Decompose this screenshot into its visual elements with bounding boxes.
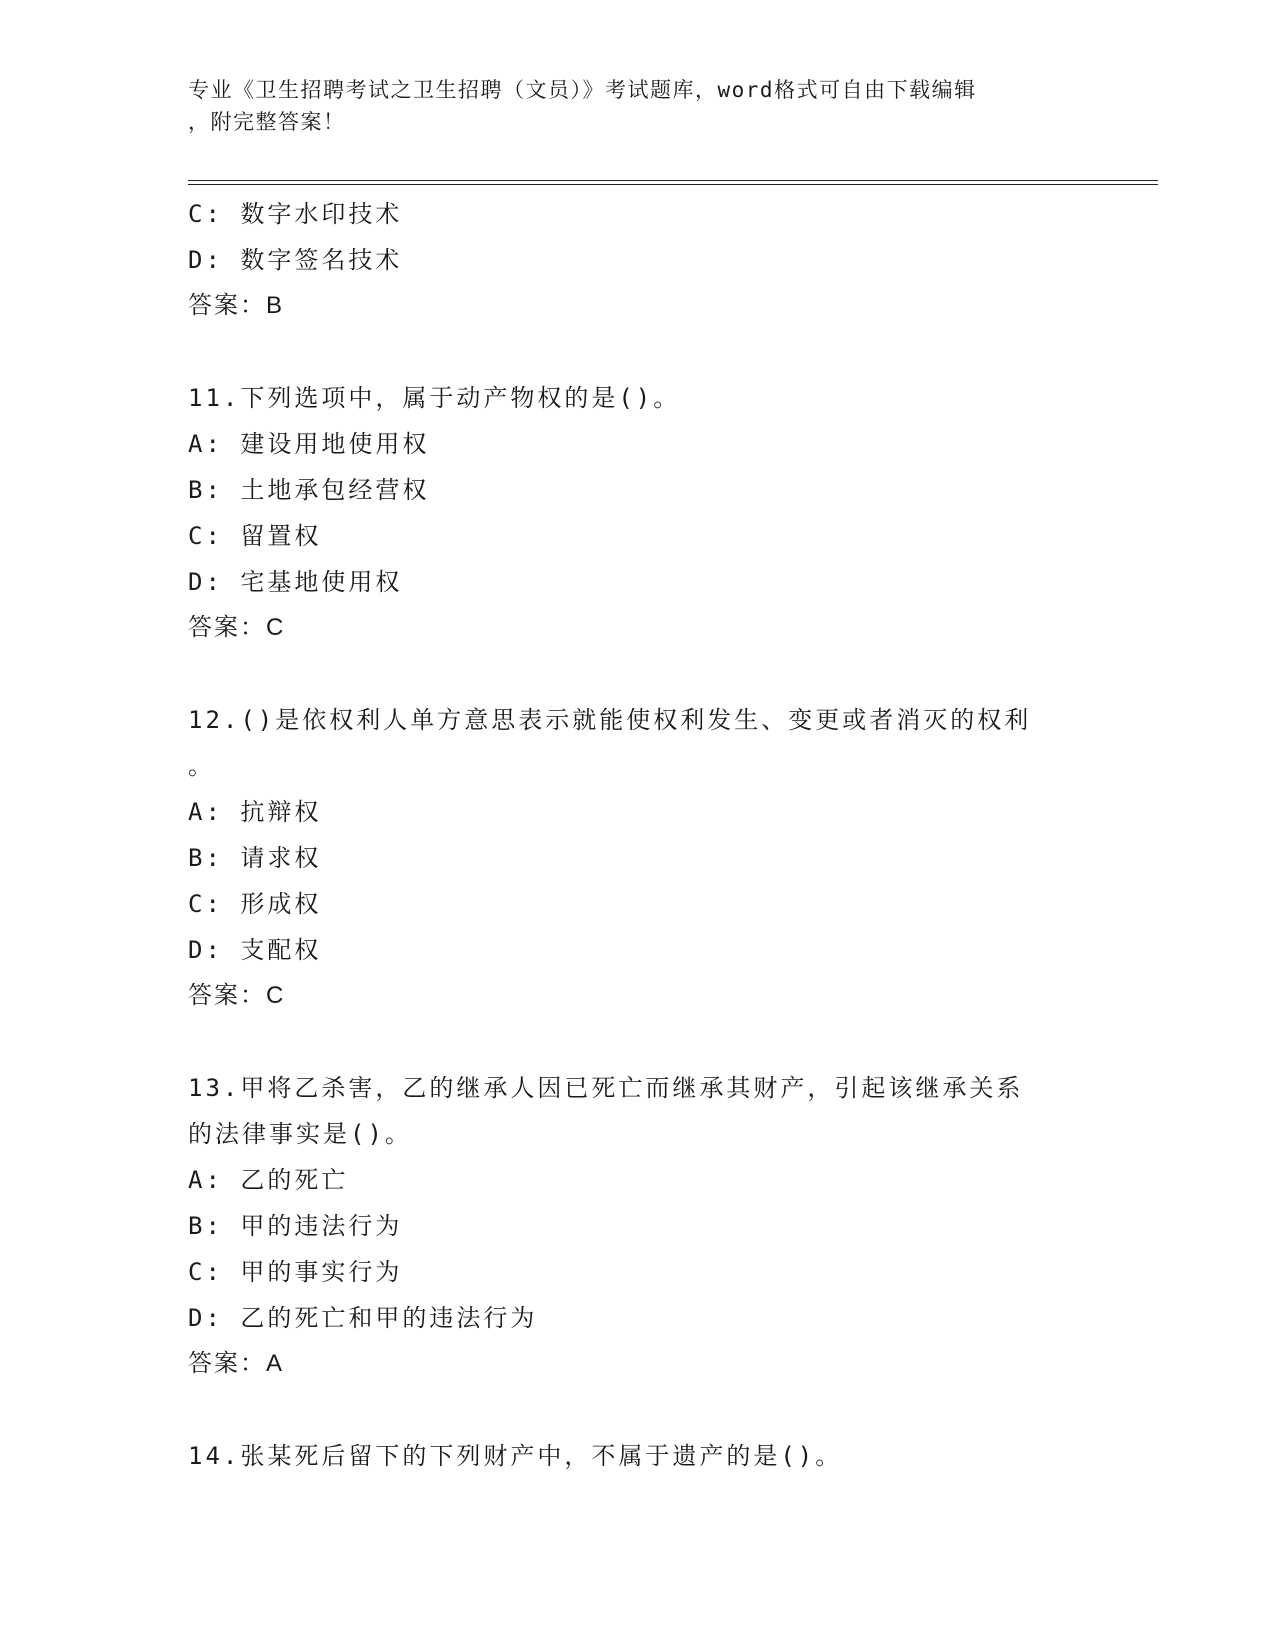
- answer-value: C: [266, 982, 285, 1009]
- answer-line: [188, 283, 1088, 329]
- spacer: [188, 1019, 1088, 1065]
- option-c: C: 留置权: [188, 522, 322, 550]
- header-line-2: ，附完整答案！: [188, 110, 346, 134]
- spacer: [188, 651, 1088, 697]
- question-14: [188, 1433, 1088, 1479]
- option-b: B: 请求权: [188, 844, 322, 872]
- header-divider-top: [188, 180, 1158, 181]
- option-a: A: 抗辩权: [188, 798, 322, 826]
- question-10-continued: [188, 191, 1088, 329]
- spacer: [188, 1387, 1088, 1433]
- answer-label: 答案：: [188, 982, 266, 1009]
- question-13: [188, 1065, 1088, 1387]
- header-line-1: 专业《卫生招聘考试之卫生招聘（文员）》考试题库，word格式可自由下载编辑: [188, 78, 977, 102]
- question-stem-line-2: 。: [188, 752, 215, 780]
- question-stem-line-1: 12.()是依权利人单方意思表示就能使权利发生、变更或者消灭的权利: [188, 706, 1032, 734]
- option-b: B: 土地承包经营权: [188, 476, 430, 504]
- option-c: C: 形成权: [188, 890, 322, 918]
- question-stem: 11.下列选项中，属于动产物权的是()。: [188, 384, 681, 412]
- option-a: A: 建设用地使用权: [188, 430, 430, 458]
- option-d: D: 支配权: [188, 936, 322, 964]
- question-11: [188, 375, 1088, 651]
- answer-label: 答案：: [188, 1350, 266, 1377]
- answer-value: A: [266, 1350, 284, 1377]
- header-divider-bottom: [188, 184, 1158, 185]
- question-list: [188, 191, 1088, 1479]
- option-d: D: 数字签名技术: [188, 246, 403, 274]
- answer-label: 答案：: [188, 292, 266, 319]
- option-d: D: 宅基地使用权: [188, 568, 403, 596]
- answer-line: [188, 605, 1088, 651]
- answer-line: [188, 1341, 1088, 1387]
- question-stem-line-2: 的法律事实是()。: [188, 1120, 412, 1148]
- question-stem-line-1: 13.甲将乙杀害，乙的继承人因已死亡而继承其财产，引起该继承关系: [188, 1074, 1024, 1102]
- question-stem: 14.张某死后留下的下列财产中，不属于遗产的是()。: [188, 1442, 843, 1470]
- answer-value: B: [266, 292, 284, 319]
- document-header: [188, 74, 1068, 138]
- option-d: D: 乙的死亡和甲的违法行为: [188, 1304, 538, 1332]
- question-12: [188, 697, 1088, 1019]
- spacer: [188, 329, 1088, 375]
- answer-label: 答案：: [188, 614, 266, 641]
- answer-line: [188, 973, 1088, 1019]
- option-c: C: 数字水印技术: [188, 200, 403, 228]
- option-a: A: 乙的死亡: [188, 1166, 349, 1194]
- option-c: C: 甲的事实行为: [188, 1258, 403, 1286]
- option-b: B: 甲的违法行为: [188, 1212, 403, 1240]
- answer-value: C: [266, 614, 285, 641]
